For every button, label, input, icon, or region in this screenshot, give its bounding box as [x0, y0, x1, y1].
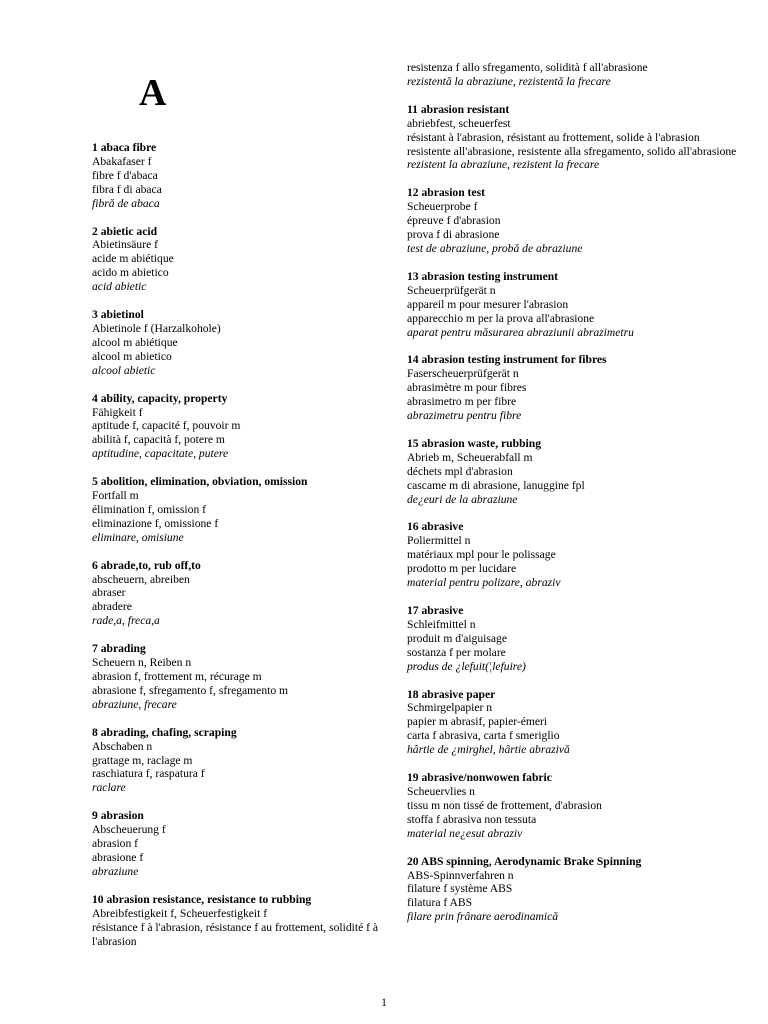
entry-line: filatura f ABS: [407, 896, 473, 910]
entry-line: acide m abiétique: [92, 252, 174, 266]
entry-romanian: test de abraziune, probă de abraziune: [407, 241, 583, 255]
entry-line: carta f abrasiva, carta f smeriglio: [407, 729, 560, 743]
entry-headword: 11 abrasion resistant: [407, 102, 510, 116]
entry-line: abrasimetro m per fibre: [407, 395, 517, 409]
entry-line: abilità f, capacità f, potere m: [92, 433, 225, 447]
entry-line: Abschaben n: [92, 739, 153, 753]
entry-line: Abrieb m, Scheuerabfall m: [407, 450, 533, 464]
entry-line: prova f di abrasione: [407, 228, 500, 242]
dictionary-entry: [407, 353, 737, 423]
dictionary-entry: [407, 604, 737, 674]
entry-headword: 4 ability, capacity, property: [92, 391, 228, 405]
entry-line: Abietinole f (Harzalkohole): [92, 321, 221, 335]
dictionary-entry: [92, 225, 422, 295]
entry-line: alcool m abiétique: [92, 335, 178, 349]
entry-romanian: rezistent la abraziune, rezistent la frecare: [407, 158, 600, 172]
entry-line: Abreibfestigkeit f, Scheuerfestigkeit f: [92, 906, 268, 920]
entry-line: ABS-Spinnverfahren n: [407, 868, 514, 882]
entry-line: prodotto m per lucidare: [407, 562, 517, 576]
entry-line: apparecchio m per la prova all'abrasione: [407, 311, 595, 325]
entry-line: Fähigkeit f: [92, 405, 143, 419]
entry-romanian: acid abietic: [92, 280, 147, 294]
page-number: 1: [381, 996, 387, 1009]
entry-line: cascame m di abrasione, lanuggine fpl: [407, 478, 585, 492]
entry-line: abrasione f: [92, 850, 144, 864]
entry-line: Scheuerprobe f: [407, 200, 478, 214]
entry-headword: 10 abrasion resistance, resistance to rubbing: [92, 892, 312, 906]
dictionary-entry: [92, 475, 422, 545]
entry-headword: 16 abrasive: [407, 520, 464, 534]
entry-headword: 15 abrasion waste, rubbing: [407, 436, 541, 450]
entry-romanian: rade,a, freca,a: [92, 614, 160, 628]
entry-line: fibre f d'abaca: [92, 168, 158, 182]
continued-entry: [407, 61, 737, 89]
entry-romanian: fibră de abaca: [92, 196, 160, 210]
dictionary-entry: [407, 688, 737, 758]
entry-line: raschiatura f, raspatura f: [92, 767, 205, 781]
entry-romanian: abrazimetru pentru fibre: [407, 409, 522, 423]
entry-line: appareil m pour mesurer l'abrasion: [407, 297, 569, 311]
entry-romanian: raclare: [92, 781, 126, 795]
entry-headword: 17 abrasive: [407, 604, 464, 617]
entry-line: Poliermittel n: [407, 534, 471, 548]
dictionary-entry: [92, 809, 422, 879]
entry-line: acido m abietico: [92, 266, 169, 280]
entry-romanian: de¿euri de la abraziune: [407, 492, 518, 506]
dictionary-entry: [407, 186, 737, 256]
entry-line: abrasion f, frottement m, récurage m: [92, 670, 262, 683]
entry-romanian: material pentru polizare, abraziv: [407, 576, 561, 590]
entry-line: filature f système ABS: [407, 882, 513, 896]
entry-headword: 2 abietic acid: [92, 224, 158, 238]
dictionary-entry: [407, 103, 737, 173]
entry-romanian: abraziune: [92, 864, 139, 878]
dictionary-entry: [92, 893, 422, 949]
entry-line: Abakafaser f: [92, 154, 152, 168]
entry-line: produit m d'aiguisage: [407, 631, 507, 645]
section-letter: A: [139, 72, 167, 114]
entry-romanian: aptitudine, capacitate, putere: [92, 447, 229, 461]
entry-line: Schmirgelpapier n: [407, 701, 493, 715]
entry-line: eliminazione f, omissione f: [92, 516, 219, 530]
entry-line: abriebfest, scheuerfest: [407, 116, 511, 130]
entry-line: Abscheuerung f: [92, 823, 166, 837]
entry-headword: 7 abrading: [92, 642, 146, 656]
entry-romanian: produs de ¿lefuit(¦lefuire): [407, 659, 526, 673]
dictionary-entry: [92, 308, 422, 378]
entry-line: abrasimètre m pour fibres: [407, 381, 527, 395]
right-column: [407, 61, 737, 938]
entry-romanian: aparat pentru măsurarea abraziunii abrazimetru: [407, 325, 634, 339]
entry-headword: 9 abrasion: [92, 809, 144, 823]
entry-romanian: eliminare, omisiune: [92, 530, 184, 544]
entry-headword: 1 abaca fibre: [92, 141, 157, 154]
entry-romanian: alcool abietic: [92, 363, 156, 377]
entry-line: épreuve f d'abrasion: [407, 214, 501, 228]
entry-line: Schleifmittel n: [407, 617, 476, 631]
entry-headword: 19 abrasive/nonwowen fabric: [407, 771, 552, 785]
dictionary-entry: [407, 520, 737, 590]
entry-romanian: material ne¿esut abraziv: [407, 826, 523, 840]
dictionary-entry: [92, 392, 422, 462]
entry-line: abscheuern, abreiben: [92, 572, 190, 586]
entry-line: Faserscheuerprüfgerät n: [407, 367, 519, 381]
entry-line: matériaux mpl pour le polissage: [407, 548, 556, 562]
entry-line: élimination f, omission f: [92, 502, 206, 516]
entry-headword: 13 abrasion testing instrument: [407, 269, 559, 283]
entry-line: grattage m, raclage m: [92, 753, 193, 767]
left-column: [92, 141, 422, 962]
entry-headword: 18 abrasive paper: [407, 687, 496, 701]
entry-headword: 5 abolition, elimination, obviation, omission: [92, 475, 308, 489]
entry-line: fibra f di abaca: [92, 182, 162, 196]
entry-line: abrasion f: [92, 837, 139, 851]
entry-line: Scheuerprüfgerät n: [407, 283, 496, 297]
entry-line: déchets mpl d'abrasion: [407, 464, 513, 478]
dictionary-entry: [92, 141, 422, 211]
entry-headword: 8 abrading, chafing, scraping: [92, 725, 237, 739]
dictionary-entry: [92, 559, 422, 629]
dictionary-entry: [407, 270, 737, 340]
entry-line: abrasione f, sfregamento f, sfregamento m: [92, 683, 289, 697]
entry-line: alcool m abietico: [92, 349, 172, 363]
entry-line: aptitude f, capacité f, pouvoir m: [92, 419, 241, 433]
entry-line: Scheuern n, Reiben n: [92, 656, 192, 670]
entry-headword: 12 abrasion test: [407, 186, 485, 200]
entry-romanian: hârtie de ¿mirghel, hârtie abrazivă: [407, 743, 570, 757]
entry-line: abraser: [92, 586, 126, 600]
entry-romanian: rezistentă la abraziune, rezistentă la frecare: [407, 74, 611, 88]
entry-headword: 14 abrasion testing instrument for fibres: [407, 353, 607, 367]
entry-line: stoffa f abrasiva non tessuta: [407, 812, 537, 826]
entry-headword: 6 abrade,to, rub off,to: [92, 558, 201, 572]
dictionary-entry: [407, 437, 737, 507]
entry-line: résistant à l'abrasion, résistant au frottement, solide à l'abrasion: [407, 130, 700, 144]
dictionary-entry: [92, 642, 422, 712]
right-entries: [407, 103, 737, 924]
entry-line: résistance f à l'abrasion, résistance f au frottement, solidité f à l'abrasion: [92, 920, 379, 948]
entry-headword: 3 abietinol: [92, 308, 144, 322]
entry-line: resistenza f allo sfregamento, solidità f all'abrasione: [407, 61, 648, 74]
entry-romanian: abraziune, frecare: [92, 697, 177, 711]
entry-line: Abietinsäure f: [92, 238, 158, 252]
entry-line: Fortfall m: [92, 489, 139, 503]
dictionary-entry: [92, 726, 422, 796]
entry-line: abradere: [92, 600, 132, 614]
dictionary-entry: [407, 771, 737, 841]
dictionary-entry: [407, 855, 737, 925]
entry-line: resistente all'abrasione, resistente alla sfregamento, solido all'abrasione: [407, 144, 737, 158]
entry-line: sostanza f per molare: [407, 645, 506, 659]
entry-line: tissu m non tissé de frottement, d'abrasion: [407, 798, 602, 812]
entry-line: papier m abrasif, papier-émeri: [407, 715, 548, 729]
entry-headword: 20 ABS spinning, Aerodynamic Brake Spinning: [407, 854, 642, 868]
entry-line: Scheuervlies n: [407, 784, 475, 798]
entry-romanian: filare prin frânare aerodinamică: [407, 910, 559, 924]
